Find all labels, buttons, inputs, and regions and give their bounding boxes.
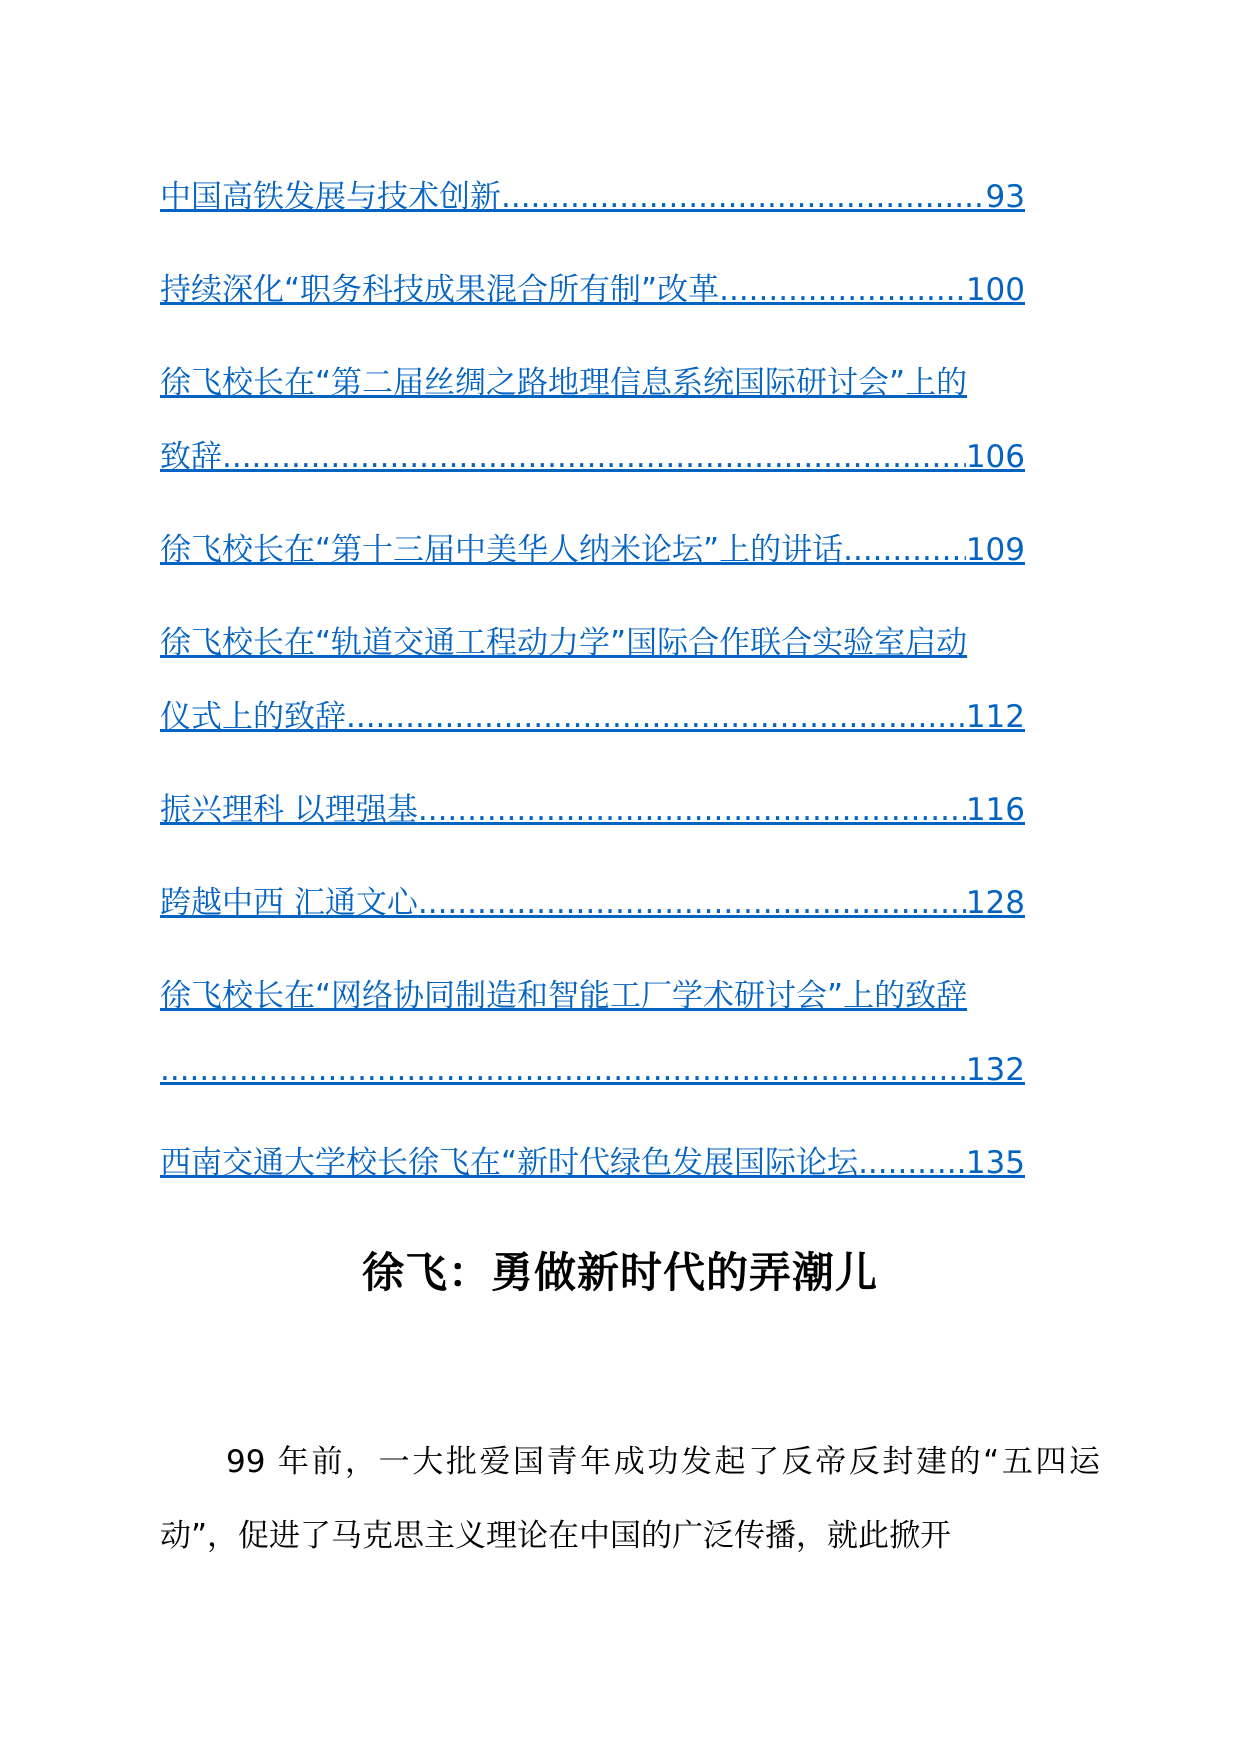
toc-entry-title: 致辞 [160,439,222,475]
toc-entry-title: 仪式上的致辞 [160,699,346,735]
toc-page-number: 93 [985,179,1025,215]
toc-entry-title: 徐飞校长在“第十三届中美华人纳米论坛”上的讲话 [160,532,844,568]
toc-leader-row [160,1033,1025,1107]
toc-entry[interactable] [160,959,1100,1107]
toc-leader-row [160,160,1025,234]
toc-entry-line: 徐飞校长在“网络协同制造和智能工厂学术研讨会”上的致辞 [160,978,968,1014]
toc-page-number: 128 [965,885,1025,921]
toc-dot-leader [418,773,966,847]
toc-leader-row [160,513,1025,587]
toc-dot-leader [346,680,966,754]
article-paragraph: 99 年前，一大批爱国青年成功发起了反帝反封建的“五四运动”，促进了马克思主义理论在中国的广泛传播，就此掀开 [160,1444,1100,1554]
toc-dot-leader [418,866,966,940]
toc-entry-title: 中国高铁发展与技术创新 [160,179,501,215]
toc-entry[interactable] [160,160,1100,234]
toc-leader-row [160,680,1025,754]
toc-page-number: 132 [965,1052,1025,1088]
toc-entry[interactable] [160,773,1100,847]
toc-dot-leader [222,420,966,494]
toc-page-number: 100 [965,272,1025,308]
toc-entry[interactable] [160,513,1100,587]
article-title: 徐飞：勇做新时代的弄潮儿 [361,1248,878,1297]
toc-page-number: 116 [965,792,1025,828]
toc-leader-row [160,420,1025,494]
toc-dot-leader [858,1126,966,1200]
toc-dot-leader [501,160,986,234]
toc-entry-title: 西南交通大学校长徐飞在“新时代绿色发展国际论坛 [160,1145,859,1181]
toc-dot-leader [719,253,966,327]
toc-entry-title: 持续深化“职务科技成果混合所有制”改革 [160,272,720,308]
toc-dot-leader [843,513,966,587]
toc-leader-row [160,866,1025,940]
toc-page-number: 106 [965,439,1025,475]
table-of-contents [160,160,1100,1219]
toc-dot-leader [160,1033,966,1107]
toc-leader-row [160,773,1025,847]
toc-entry-title: 跨越中西 汇通文心 [160,885,418,921]
toc-page-number: 109 [965,532,1025,568]
toc-entry-line: 徐飞校长在“第二届丝绸之路地理信息系统国际研讨会”上的 [160,365,968,401]
toc-entry[interactable] [160,866,1100,940]
toc-entry[interactable] [160,253,1100,327]
toc-entry[interactable] [160,1126,1100,1200]
toc-entry-title: 振兴理科 以理强基 [160,792,418,828]
toc-entry[interactable] [160,346,1100,494]
toc-entry-line: 徐飞校长在“轨道交通工程动力学”国际合作联合实验室启动 [160,625,968,661]
toc-entry[interactable] [160,606,1100,754]
toc-page-number: 135 [965,1145,1025,1181]
toc-page-number: 112 [965,699,1025,735]
toc-leader-row [160,253,1025,327]
toc-leader-row [160,1126,1025,1200]
